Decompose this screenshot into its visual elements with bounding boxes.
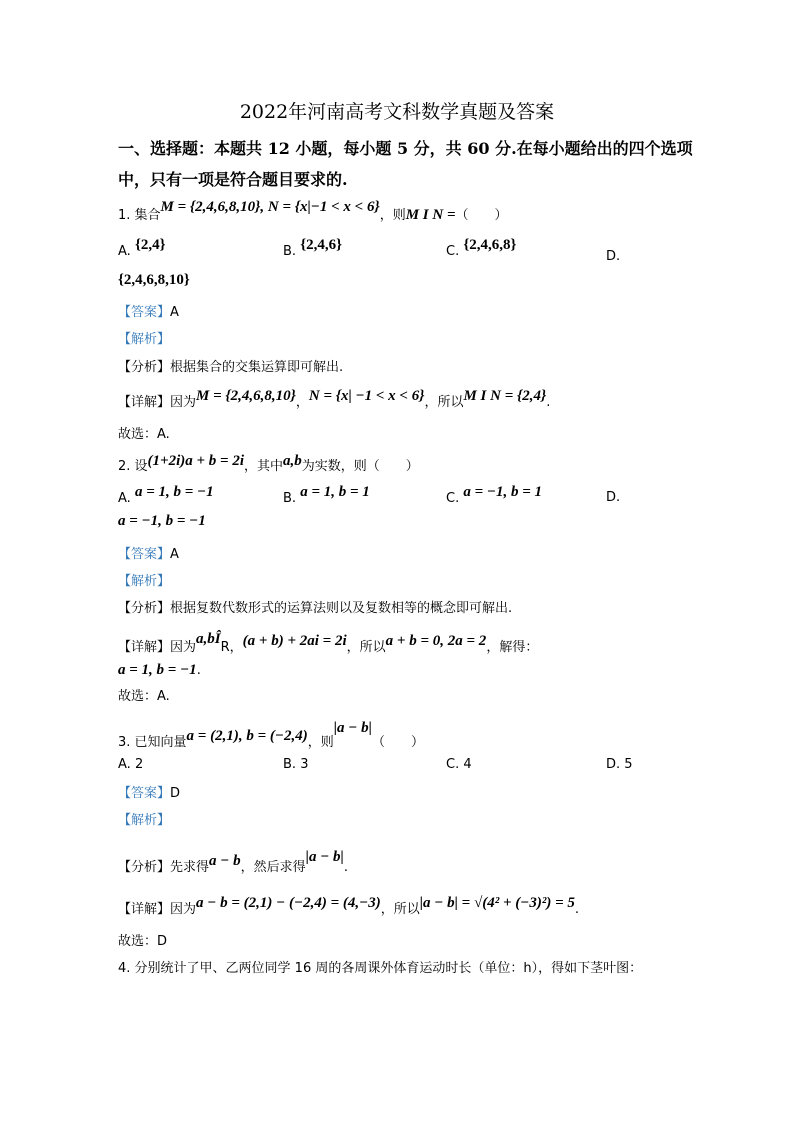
q2-option-c <box>446 484 543 507</box>
math: a − b <box>209 853 241 869</box>
q2-option-d-value: a = −1, b = −1 <box>118 513 206 529</box>
math: {2,4,6} <box>300 237 343 253</box>
value: 3 <box>300 757 309 772</box>
q3-jiexi-label: 【解析】 <box>118 813 171 828</box>
section-heading-line2: 中，只有一项是符合题目要求的. <box>118 170 348 189</box>
q2-fenxi <box>118 597 512 616</box>
section-heading-line1: 一、选择题：本题共 12 小题，每小题 5 分，共 60 分.在每小题给出的四个选项 <box>118 139 693 158</box>
math: a − b = (2,1) − (−2,4) = (4,−3) <box>196 895 381 911</box>
math: |a − b| <box>305 849 344 865</box>
text: （ ） <box>455 208 508 223</box>
math: a = −1, b = 1 <box>463 484 543 500</box>
text: ，所以 <box>346 640 386 655</box>
label: 【详解】 <box>118 395 171 410</box>
q1-option-d-value: {2,4,6,8,10} <box>118 272 190 288</box>
q2-option-d-label: D. <box>606 490 621 505</box>
q1-choice <box>118 423 170 442</box>
text: ，其中 <box>244 459 284 474</box>
math: a,b <box>283 453 302 469</box>
text: 2. 设 <box>118 459 148 474</box>
math: {2,4,6,8} <box>463 237 517 253</box>
q3-option-a <box>118 757 143 772</box>
q1-option-c <box>446 237 517 260</box>
q2-choice <box>118 685 170 704</box>
text: 3. 已知向量 <box>118 735 187 750</box>
q1-fenxi <box>118 356 343 375</box>
math: a = (2,1), b = (−2,4) <box>186 728 308 744</box>
q2-answer <box>118 543 179 562</box>
label: 【详解】 <box>118 640 171 655</box>
q1-option-a <box>118 237 166 260</box>
math: N = {x| −1 < x < 6} <box>308 388 425 404</box>
value: 4 <box>463 757 472 772</box>
text: R， <box>220 640 243 655</box>
label: D. <box>606 757 621 772</box>
label: B. <box>283 491 297 506</box>
q3-option-b <box>283 757 308 772</box>
text: 先求得 <box>170 860 210 875</box>
math: (a + b) + 2ai = 2i <box>242 633 347 649</box>
label: C. <box>446 244 460 259</box>
text: 为实数，则（ ） <box>301 459 419 474</box>
answer-value: A <box>170 305 179 320</box>
text: . <box>546 395 551 410</box>
q2-xiangjie-cont <box>118 662 201 679</box>
text: ， <box>295 395 309 410</box>
text: 因为 <box>170 640 197 655</box>
q1-option-d-label: D. <box>606 249 621 264</box>
value: 2 <box>134 757 144 772</box>
q3-option-c <box>446 757 472 772</box>
math: a = 1, b = 1 <box>300 484 370 500</box>
text: . <box>196 663 201 678</box>
answer-label: 【答案】 <box>118 547 171 562</box>
label: C. <box>446 491 460 506</box>
label: 【分析】 <box>118 601 171 616</box>
math: a = 1, b = −1 <box>134 484 214 500</box>
q3-answer <box>118 782 180 801</box>
text: 因为 <box>170 395 197 410</box>
label: 故选： <box>118 934 158 949</box>
text: . <box>574 902 580 917</box>
math: M = {2,4,6,8,10} <box>196 388 296 404</box>
text: ，所以 <box>380 902 420 917</box>
label: 【分析】 <box>118 860 171 875</box>
text: 因为 <box>170 902 197 917</box>
q1-jiexi-label: 【解析】 <box>118 332 171 347</box>
label: 【分析】 <box>118 360 171 375</box>
text: 1. 集合 <box>118 208 161 223</box>
q3-option-d <box>606 757 633 772</box>
q3-xiangjie <box>118 895 580 918</box>
label: C. <box>446 757 460 772</box>
q2-jiexi-label: 【解析】 <box>118 574 171 589</box>
q2-option-b <box>283 484 370 507</box>
label: B. <box>283 244 297 259</box>
label: 故选： <box>118 427 158 442</box>
label: 【详解】 <box>118 902 171 917</box>
value: 5 <box>624 757 633 772</box>
label: A. <box>118 757 131 772</box>
text: ，则 <box>307 735 334 750</box>
text: （ ） <box>371 735 424 750</box>
answer-value: D <box>170 786 181 801</box>
math: M I N = {2,4} <box>463 388 547 404</box>
question-1-stem <box>118 199 508 224</box>
question-2-stem <box>118 455 419 475</box>
math: (1+2i)a + b = 2i <box>147 453 245 469</box>
text: 根据复数代数形式的运算法则以及复数相等的概念即可解出. <box>170 601 513 616</box>
question-4-stem: 4. 分别统计了甲、乙两位同学 16 周的各周课外体育运动时长（单位：h），得如下茎叶图： <box>118 961 643 976</box>
text: . <box>343 860 348 875</box>
page-title: 2022年河南高考文科数学真题及答案 <box>239 101 555 123</box>
text: ，则 <box>379 208 406 223</box>
text: ，所以 <box>424 395 464 410</box>
answer-value: A <box>170 547 179 562</box>
q1-option-b <box>283 237 343 260</box>
math: a + b = 0, 2a = 2 <box>385 633 487 649</box>
q1-answer <box>118 301 179 320</box>
text: A. <box>157 689 170 704</box>
text: ，解得： <box>486 640 539 655</box>
text: 根据集合的交集运算即可解出. <box>170 360 344 375</box>
label: 故选： <box>118 689 158 704</box>
math: |a − b| <box>333 720 372 736</box>
answer-label: 【答案】 <box>118 786 171 801</box>
q3-choice <box>118 930 167 949</box>
q2-option-a <box>118 484 214 507</box>
math: M I N = <box>405 207 456 223</box>
text: D <box>157 934 168 949</box>
math: {2,4} <box>134 237 166 253</box>
answer-label: 【答案】 <box>118 305 171 320</box>
text: ，然后求得 <box>240 860 306 875</box>
label: A. <box>118 244 131 259</box>
q2-xiangjie <box>118 631 539 656</box>
math: |a − b| = √(4² + (−3)²) = 5 <box>419 895 575 911</box>
math: M = {2,4,6,8,10}, N = {x|−1 < x < 6} <box>160 199 380 215</box>
math: a,bÎ <box>196 631 221 647</box>
math: a = 1, b = −1 <box>118 662 197 678</box>
question-3-stem <box>118 720 424 751</box>
text: A. <box>157 427 170 442</box>
q3-fenxi <box>118 849 348 876</box>
label: B. <box>283 757 297 772</box>
q1-xiangjie <box>118 388 551 411</box>
label: A. <box>118 491 131 506</box>
